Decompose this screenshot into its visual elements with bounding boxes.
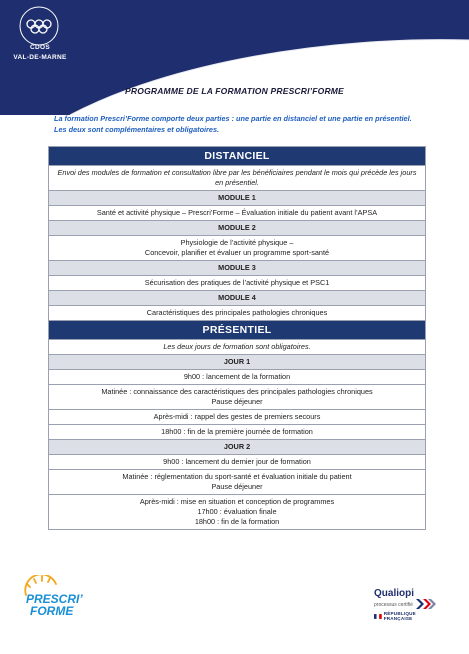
schedule-row: 18h00 : fin de la première journée de formation [49,425,426,440]
module-content: Sécurisation des pratiques de l’activité physique et PSC1 [49,276,426,291]
republique-label: RÉPUBLIQUE FRANÇAISE [383,611,416,621]
module-label: MODULE 1 [49,191,426,206]
qualiopi-logo [374,588,444,621]
distanciel-description: Envoi des modules de formation et consultation libre par les bénéficiaires pendant le mois qui précède les jours en présentiel. [49,166,426,191]
intro-text: La formation Prescri’Forme comporte deux parties : une partie en distanciel et une partie en présentiel. Les deux sont complémentaires et obligatoires. [54,114,412,134]
section-heading-presentiel: PRÉSENTIEL [49,321,426,340]
schedule-row: Matinée : réglementation du sport-santé et évaluation initiale du patient Pause déjeuner [49,470,426,495]
qualiopi-name: Qualiopi [374,588,414,599]
chevrons-icon [416,599,436,609]
schedule-row: Matinée : connaissance des caractéristiques des principales pathologies chroniques Pause déjeuner [49,385,426,410]
module-label: MODULE 4 [49,291,426,306]
module-content: Physiologie de l’activité physique – Concevoir, planifier et évaluer un programme sport-santé [49,236,426,261]
day-label: JOUR 1 [49,355,426,370]
module-content: Caractéristiques des principales pathologies chroniques [49,306,426,321]
module-content: Santé et activité physique – Prescri’Forme – Évaluation initiale du patient avant l’APSA [49,206,426,221]
section-heading-distanciel: DISTANCIEL [49,147,426,166]
qualiopi-subtitle: processus certifié [374,601,413,608]
module-label: MODULE 3 [49,261,426,276]
cdos-department: VAL-DE-MARNE [13,54,67,61]
schedule-row: 9h00 : lancement du dernier jour de formation [49,455,426,470]
page-title: PROGRAMME DE LA FORMATION PRESCRI’FORME [125,86,344,96]
prescri-forme-logo [22,575,88,620]
program-table [48,146,426,530]
day-label: JOUR 2 [49,440,426,455]
french-flag-icon [374,614,382,619]
module-label: MODULE 2 [49,221,426,236]
schedule-row: Après-midi : mise en situation et conception de programmes 17h00 : évaluation finale 18h00 : fin de la formation [49,495,426,530]
presentiel-description: Les deux jours de formation sont obligatoires. [49,340,426,355]
schedule-row: Après-midi : rappel des gestes de premiers secours [49,410,426,425]
svg-text:FORME: FORME [30,604,74,618]
cdos-abbr: CDOS [30,44,50,51]
svg-text:PRESCRI’: PRESCRI’ [26,592,83,606]
schedule-row: 9h00 : lancement de la formation [49,370,426,385]
